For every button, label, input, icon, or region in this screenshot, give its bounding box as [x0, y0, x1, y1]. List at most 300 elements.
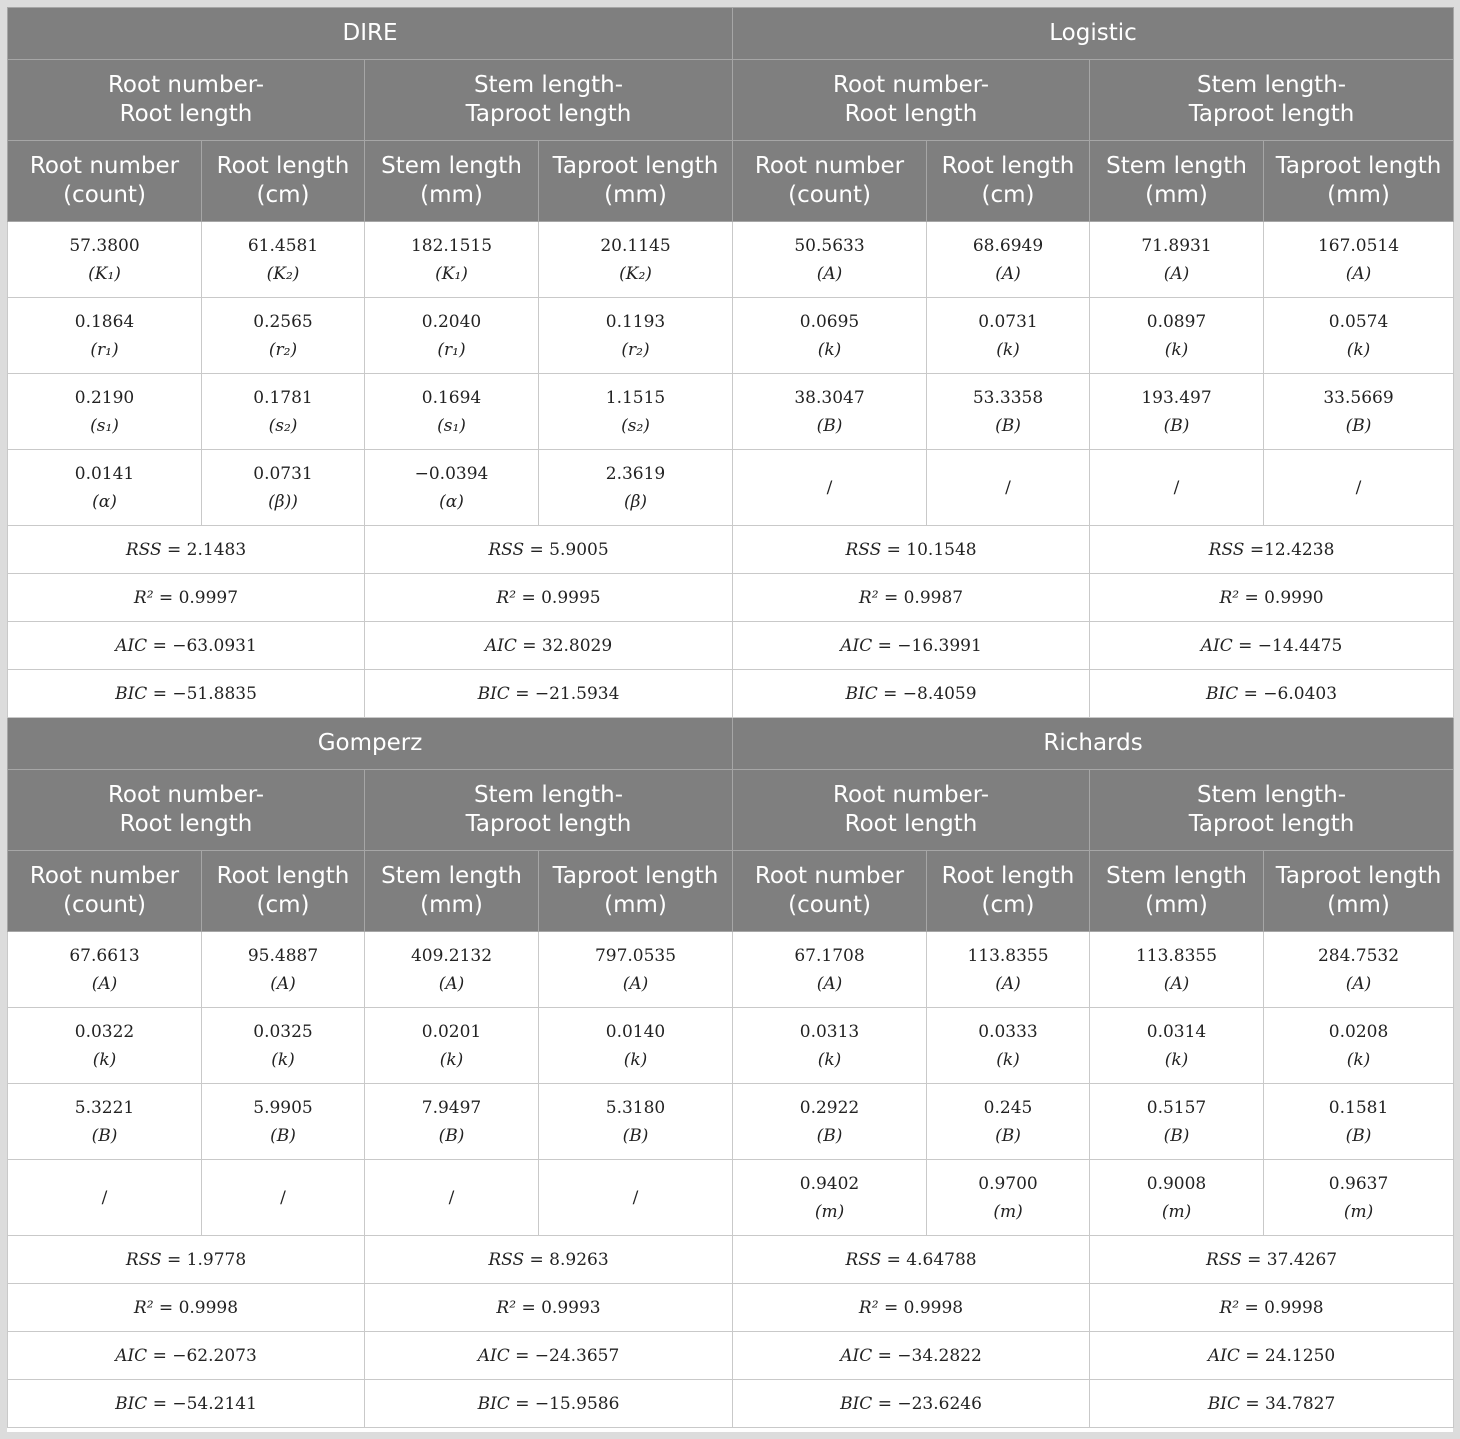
header-line: Root number-	[107, 782, 264, 808]
parameter-value: 0.2040	[421, 311, 482, 332]
parameter-value: 68.6949	[972, 235, 1044, 256]
parameter-cell	[1090, 932, 1264, 1008]
parameter-cell	[733, 932, 927, 1008]
stat-label: RSS	[845, 1249, 882, 1270]
parameter-cell	[8, 1008, 202, 1084]
parameter-cell	[1264, 450, 1454, 526]
parameter-value: 53.3358	[972, 387, 1044, 408]
header-line: (count)	[788, 892, 871, 918]
parameter-row	[8, 222, 1454, 298]
header-line: Root number	[29, 153, 180, 179]
parameter-symbol: (α)	[439, 491, 464, 512]
parameter-symbol: (A)	[438, 973, 465, 994]
parameter-cell	[365, 298, 539, 374]
column-header	[1090, 141, 1264, 222]
parameter-cell	[927, 1084, 1090, 1160]
parameter-value: 0.0201	[421, 1021, 482, 1042]
stat-label: AIC	[840, 1345, 873, 1366]
parameter-value: 0.1193	[605, 311, 666, 332]
parameter-symbol: (m)	[1161, 1201, 1192, 1222]
parameter-cell	[8, 298, 202, 374]
header-line: Root length	[119, 101, 253, 127]
stat-label: RSS	[488, 539, 525, 560]
parameter-cell	[1264, 298, 1454, 374]
parameter-cell	[539, 298, 733, 374]
model-header-row	[8, 718, 1454, 770]
parameter-symbol: (A)	[816, 973, 843, 994]
parameter-value: /	[448, 1187, 455, 1208]
parameter-cell	[365, 1008, 539, 1084]
stat-label: AIC	[840, 635, 873, 656]
parameter-cell	[1090, 1160, 1264, 1236]
parameter-cell	[733, 222, 927, 298]
parameter-cell	[365, 1084, 539, 1160]
stat-label: AIC	[477, 1345, 510, 1366]
header-line: Taproot length	[465, 811, 632, 837]
aic-row	[8, 622, 1454, 670]
header-line: Taproot length	[1275, 153, 1442, 179]
header-line: Root number-	[833, 72, 990, 98]
header-line: Root length	[844, 101, 978, 127]
parameter-value: /	[632, 1187, 639, 1208]
parameter-symbol: (A)	[816, 263, 843, 284]
header-line: Taproot length	[552, 863, 719, 889]
header-line: Taproot length	[1275, 863, 1442, 889]
header-line: Stem length	[1106, 153, 1247, 179]
parameter-value: 182.1515	[410, 235, 493, 256]
header-line: (cm)	[981, 892, 1035, 918]
stat-label: BIC	[1206, 683, 1239, 704]
parameter-cell	[8, 374, 202, 450]
header-line: Taproot length	[552, 153, 719, 179]
header-line: (mm)	[604, 892, 667, 918]
results-table-container	[7, 7, 1453, 1432]
parameter-value: 0.9402	[799, 1173, 860, 1194]
header-line: Stem length-	[473, 72, 624, 98]
parameter-value: 0.5157	[1146, 1097, 1207, 1118]
header-line: Root length	[119, 811, 253, 837]
parameter-symbol: (B)	[1163, 415, 1190, 436]
header-line: (count)	[788, 182, 871, 208]
header-line: (cm)	[256, 892, 310, 918]
parameter-cell	[8, 1084, 202, 1160]
parameter-value: 71.8931	[1141, 235, 1212, 256]
header-line: Root length	[844, 811, 978, 837]
parameter-symbol: (β))	[268, 491, 298, 512]
variable-pair-header	[733, 60, 1090, 141]
parameter-value: 0.0731	[253, 463, 313, 484]
parameter-symbol: (k)	[996, 1049, 1020, 1070]
parameter-row	[8, 374, 1454, 450]
parameter-value: 0.2565	[253, 311, 313, 332]
variable-pair-header	[365, 60, 733, 141]
rss-row	[8, 1236, 1454, 1284]
parameter-cell	[733, 1084, 927, 1160]
stat-label: R²	[133, 587, 154, 608]
header-line: (cm)	[981, 182, 1035, 208]
variable-pair-header	[8, 770, 365, 851]
rss-cell: RSS = 4.64788	[733, 1236, 1090, 1284]
parameter-symbol: (k)	[1164, 339, 1189, 360]
parameter-value: 0.1781	[253, 387, 313, 408]
parameter-cell	[539, 450, 733, 526]
stat-label: RSS	[1208, 539, 1245, 560]
column-header	[202, 141, 365, 222]
header-line: Stem length-	[1196, 782, 1347, 808]
column-header	[202, 851, 365, 932]
rss-cell: RSS = 10.1548	[733, 526, 1090, 574]
column-header	[733, 141, 927, 222]
bic-cell: BIC = −23.6246	[733, 1380, 1090, 1428]
parameter-symbol: (K₁)	[88, 263, 121, 284]
r2-row	[8, 1284, 1454, 1332]
parameter-value: 67.1708	[794, 945, 865, 966]
parameter-cell	[927, 1008, 1090, 1084]
parameter-cell	[927, 932, 1090, 1008]
parameter-value: 33.5669	[1323, 387, 1394, 408]
header-line: Root length	[216, 153, 350, 179]
parameter-value: 50.5633	[794, 235, 865, 256]
parameter-cell	[365, 932, 539, 1008]
parameter-value: 0.1864	[74, 311, 135, 332]
parameter-cell	[927, 298, 1090, 374]
parameter-row	[8, 932, 1454, 1008]
column-header	[8, 851, 202, 932]
bic-cell: BIC = −21.5934	[365, 670, 733, 718]
parameter-symbol: (k)	[92, 1049, 117, 1070]
group-header-row	[8, 60, 1454, 141]
header-line: (mm)	[604, 182, 667, 208]
column-header	[539, 851, 733, 932]
parameter-value: 0.0314	[1146, 1021, 1207, 1042]
parameter-cell	[927, 1160, 1090, 1236]
parameter-cell	[202, 1084, 365, 1160]
parameter-row	[8, 450, 1454, 526]
stat-label: BIC	[115, 683, 148, 704]
parameter-value: 409.2132	[410, 945, 493, 966]
parameter-value: 5.3180	[605, 1097, 666, 1118]
column-header-row	[8, 141, 1454, 222]
parameter-cell	[1090, 1008, 1264, 1084]
parameter-value: 0.2922	[799, 1097, 860, 1118]
r2-cell: R² = 0.9995	[365, 574, 733, 622]
aic-cell: AIC = −16.3991	[733, 622, 1090, 670]
parameter-cell	[1264, 1160, 1454, 1236]
parameter-cell	[365, 222, 539, 298]
parameter-cell	[8, 450, 202, 526]
parameter-symbol: (k)	[996, 339, 1020, 360]
parameter-symbol: (B)	[816, 415, 843, 436]
parameter-value: 0.0313	[799, 1021, 860, 1042]
parameter-symbol: (A)	[270, 973, 296, 994]
parameter-value: 1.1515	[605, 387, 666, 408]
header-line: Taproot length	[1188, 101, 1355, 127]
parameter-symbol: (k)	[439, 1049, 464, 1070]
parameter-value: /	[1005, 477, 1011, 498]
stat-label: AIC	[1207, 1345, 1240, 1366]
stat-label: AIC	[1200, 635, 1233, 656]
column-header	[365, 141, 539, 222]
parameter-symbol: (m)	[1343, 1201, 1374, 1222]
header-line: Stem length-	[473, 782, 624, 808]
stat-label: BIC	[1207, 1393, 1240, 1414]
header-line: Root number-	[107, 72, 264, 98]
header-line: Taproot length	[1188, 811, 1355, 837]
parameter-cell	[202, 932, 365, 1008]
header-line: Root length	[216, 863, 350, 889]
r2-cell: R² = 0.9998	[8, 1284, 365, 1332]
parameter-cell	[1090, 298, 1264, 374]
header-line: (cm)	[256, 182, 310, 208]
parameter-symbol: (B)	[1345, 1125, 1372, 1146]
parameter-value: 113.8355	[967, 945, 1049, 966]
parameter-cell	[539, 1008, 733, 1084]
parameter-cell	[539, 932, 733, 1008]
stat-label: BIC	[477, 683, 510, 704]
column-header	[733, 851, 927, 932]
parameter-value: 7.9497	[421, 1097, 482, 1118]
rss-cell: RSS = 8.9263	[365, 1236, 733, 1284]
variable-pair-header	[1090, 770, 1454, 851]
parameter-symbol: (s₁)	[437, 415, 466, 436]
bic-cell: BIC = 34.7827	[1090, 1380, 1454, 1428]
parameter-cell	[202, 1160, 365, 1236]
parameter-symbol: (m)	[814, 1201, 845, 1222]
parameter-symbol: (K₁)	[435, 263, 468, 284]
parameter-cell	[202, 374, 365, 450]
variable-pair-header	[8, 60, 365, 141]
parameter-symbol: (A)	[91, 973, 118, 994]
parameter-value: 0.245	[983, 1097, 1033, 1118]
parameter-value: 5.9905	[253, 1097, 313, 1118]
header-line: (count)	[63, 182, 146, 208]
header-line: (count)	[63, 892, 146, 918]
parameter-value: 2.3619	[605, 463, 666, 484]
parameter-cell	[1090, 222, 1264, 298]
parameter-value: 797.0535	[594, 945, 677, 966]
aic-cell: AIC = −34.2822	[733, 1332, 1090, 1380]
header-line: (mm)	[1145, 892, 1208, 918]
stat-label: R²	[1219, 587, 1240, 608]
column-header	[1090, 851, 1264, 932]
parameter-cell	[733, 374, 927, 450]
parameter-symbol: (s₂)	[268, 415, 298, 436]
parameter-symbol: (A)	[1163, 973, 1190, 994]
parameter-value: 0.9637	[1328, 1173, 1389, 1194]
aic-cell: AIC = −63.0931	[8, 622, 365, 670]
parameter-value: /	[1355, 477, 1362, 498]
parameter-cell	[1264, 1008, 1454, 1084]
r2-row	[8, 574, 1454, 622]
parameter-symbol: (k)	[817, 339, 842, 360]
parameter-symbol: (A)	[1345, 973, 1372, 994]
parameter-symbol: (s₂)	[621, 415, 650, 436]
stat-label: BIC	[477, 1393, 510, 1414]
stat-label: RSS	[125, 539, 162, 560]
parameter-value: 0.9008	[1146, 1173, 1207, 1194]
parameter-value: 0.0208	[1328, 1021, 1389, 1042]
parameter-symbol: (r₂)	[268, 339, 298, 360]
parameter-symbol: (B)	[622, 1125, 649, 1146]
parameter-symbol: (s₁)	[90, 415, 119, 436]
variable-pair-header	[365, 770, 733, 851]
rss-cell: RSS = 1.9778	[8, 1236, 365, 1284]
parameter-cell	[539, 1084, 733, 1160]
parameter-symbol: (k)	[1346, 1049, 1371, 1070]
r2-cell: R² = 0.9998	[1090, 1284, 1454, 1332]
parameter-value: 284.7532	[1317, 945, 1400, 966]
stat-label: R²	[1219, 1297, 1240, 1318]
header-line: Root length	[941, 863, 1075, 889]
bic-cell: BIC = −6.0403	[1090, 670, 1454, 718]
header-line: (mm)	[1327, 892, 1390, 918]
rss-row	[8, 526, 1454, 574]
parameter-cell	[733, 1008, 927, 1084]
stat-label: R²	[496, 1297, 517, 1318]
parameter-value: 0.0140	[605, 1021, 666, 1042]
parameter-value: 0.0322	[74, 1021, 135, 1042]
parameter-value: 193.497	[1141, 387, 1212, 408]
model-header-row	[8, 8, 1454, 60]
parameter-symbol: (B)	[995, 1125, 1021, 1146]
parameter-symbol: (K₂)	[619, 263, 652, 284]
parameter-cell	[365, 450, 539, 526]
r2-cell: R² = 0.9993	[365, 1284, 733, 1332]
parameter-cell	[1264, 222, 1454, 298]
bic-cell: BIC = −8.4059	[733, 670, 1090, 718]
model-fit-table	[7, 7, 1454, 1428]
parameter-symbol: (K₂)	[266, 263, 300, 284]
parameter-symbol: (k)	[817, 1049, 842, 1070]
model-name-header: DIRE	[8, 8, 733, 60]
rss-cell: RSS = 5.9005	[365, 526, 733, 574]
r2-cell: R² = 0.9987	[733, 574, 1090, 622]
stat-label: RSS	[1205, 1249, 1242, 1270]
parameter-symbol: (k)	[1164, 1049, 1189, 1070]
parameter-cell	[365, 1160, 539, 1236]
stat-label: AIC	[484, 635, 517, 656]
parameter-value: 0.0695	[799, 311, 860, 332]
parameter-cell	[539, 222, 733, 298]
aic-cell: AIC = 24.1250	[1090, 1332, 1454, 1380]
parameter-value: 95.4887	[247, 945, 319, 966]
bic-cell: BIC = −15.9586	[365, 1380, 733, 1428]
stat-label: RSS	[125, 1249, 162, 1270]
parameter-cell	[1090, 450, 1264, 526]
parameter-value: 113.8355	[1135, 945, 1218, 966]
parameter-symbol: (α)	[92, 491, 117, 512]
model-name-header: Richards	[733, 718, 1454, 770]
header-line: Stem length-	[1196, 72, 1347, 98]
parameter-value: /	[280, 1187, 286, 1208]
parameter-value: 0.0325	[253, 1021, 313, 1042]
parameter-cell	[539, 1160, 733, 1236]
parameter-row	[8, 298, 1454, 374]
variable-pair-header	[733, 770, 1090, 851]
aic-cell: AIC = −24.3657	[365, 1332, 733, 1380]
parameter-value: 0.0141	[74, 463, 135, 484]
parameter-symbol: (B)	[1163, 1125, 1190, 1146]
parameter-symbol: (B)	[91, 1125, 118, 1146]
stat-label: RSS	[845, 539, 882, 560]
parameter-cell	[365, 374, 539, 450]
parameter-value: 0.2190	[74, 387, 135, 408]
parameter-symbol: (r₂)	[621, 339, 650, 360]
parameter-value: 0.1694	[421, 387, 482, 408]
parameter-symbol: (A)	[995, 973, 1021, 994]
parameter-cell	[733, 450, 927, 526]
model-name-header: Logistic	[733, 8, 1454, 60]
bic-cell: BIC = −54.2141	[8, 1380, 365, 1428]
parameter-symbol: (k)	[271, 1049, 295, 1070]
header-line: (mm)	[1145, 182, 1208, 208]
parameter-cell	[539, 374, 733, 450]
rss-cell: RSS =12.4238	[1090, 526, 1454, 574]
r2-cell: R² = 0.9998	[733, 1284, 1090, 1332]
parameter-cell	[8, 1160, 202, 1236]
parameter-cell	[8, 932, 202, 1008]
parameter-cell	[733, 1160, 927, 1236]
parameter-value: /	[101, 1187, 108, 1208]
parameter-symbol: (B)	[816, 1125, 843, 1146]
parameter-value: 20.1145	[600, 235, 671, 256]
parameter-value: 0.9700	[978, 1173, 1038, 1194]
parameter-value: /	[1173, 477, 1180, 498]
parameter-cell	[1090, 374, 1264, 450]
parameter-cell	[1264, 932, 1454, 1008]
stat-label: BIC	[115, 1393, 148, 1414]
parameter-value: 67.6613	[69, 945, 140, 966]
parameter-row	[8, 1008, 1454, 1084]
group-header-row	[8, 770, 1454, 851]
parameter-symbol: (β)	[623, 491, 648, 512]
stat-label: AIC	[115, 1345, 148, 1366]
parameter-symbol: (m)	[993, 1201, 1023, 1222]
parameter-symbol: (B)	[995, 415, 1021, 436]
stat-label: RSS	[488, 1249, 525, 1270]
aic-cell: AIC = 32.8029	[365, 622, 733, 670]
parameter-value: 5.3221	[74, 1097, 135, 1118]
parameter-symbol: (A)	[622, 973, 649, 994]
header-line: Taproot length	[465, 101, 632, 127]
parameter-cell	[1264, 1084, 1454, 1160]
column-header	[927, 141, 1090, 222]
rss-cell: RSS = 37.4267	[1090, 1236, 1454, 1284]
header-line: Stem length	[381, 863, 522, 889]
bic-cell: BIC = −51.8835	[8, 670, 365, 718]
parameter-value: 57.3800	[69, 235, 140, 256]
column-header	[539, 141, 733, 222]
column-header	[365, 851, 539, 932]
rss-cell: RSS = 2.1483	[8, 526, 365, 574]
column-header	[927, 851, 1090, 932]
header-line: Root number	[29, 863, 180, 889]
parameter-cell	[1264, 374, 1454, 450]
stat-label: BIC	[845, 683, 878, 704]
parameter-cell	[927, 450, 1090, 526]
header-line: Root number-	[833, 782, 990, 808]
parameter-value: 0.0731	[978, 311, 1038, 332]
aic-cell: AIC = −14.4475	[1090, 622, 1454, 670]
parameter-row	[8, 1084, 1454, 1160]
parameter-cell	[202, 450, 365, 526]
header-line: Stem length	[1106, 863, 1247, 889]
model-name-header: Gomperz	[8, 718, 733, 770]
parameter-symbol: (A)	[1163, 263, 1190, 284]
parameter-value: 61.4581	[247, 235, 319, 256]
stat-label: R²	[133, 1297, 154, 1318]
stat-label: R²	[858, 1297, 879, 1318]
